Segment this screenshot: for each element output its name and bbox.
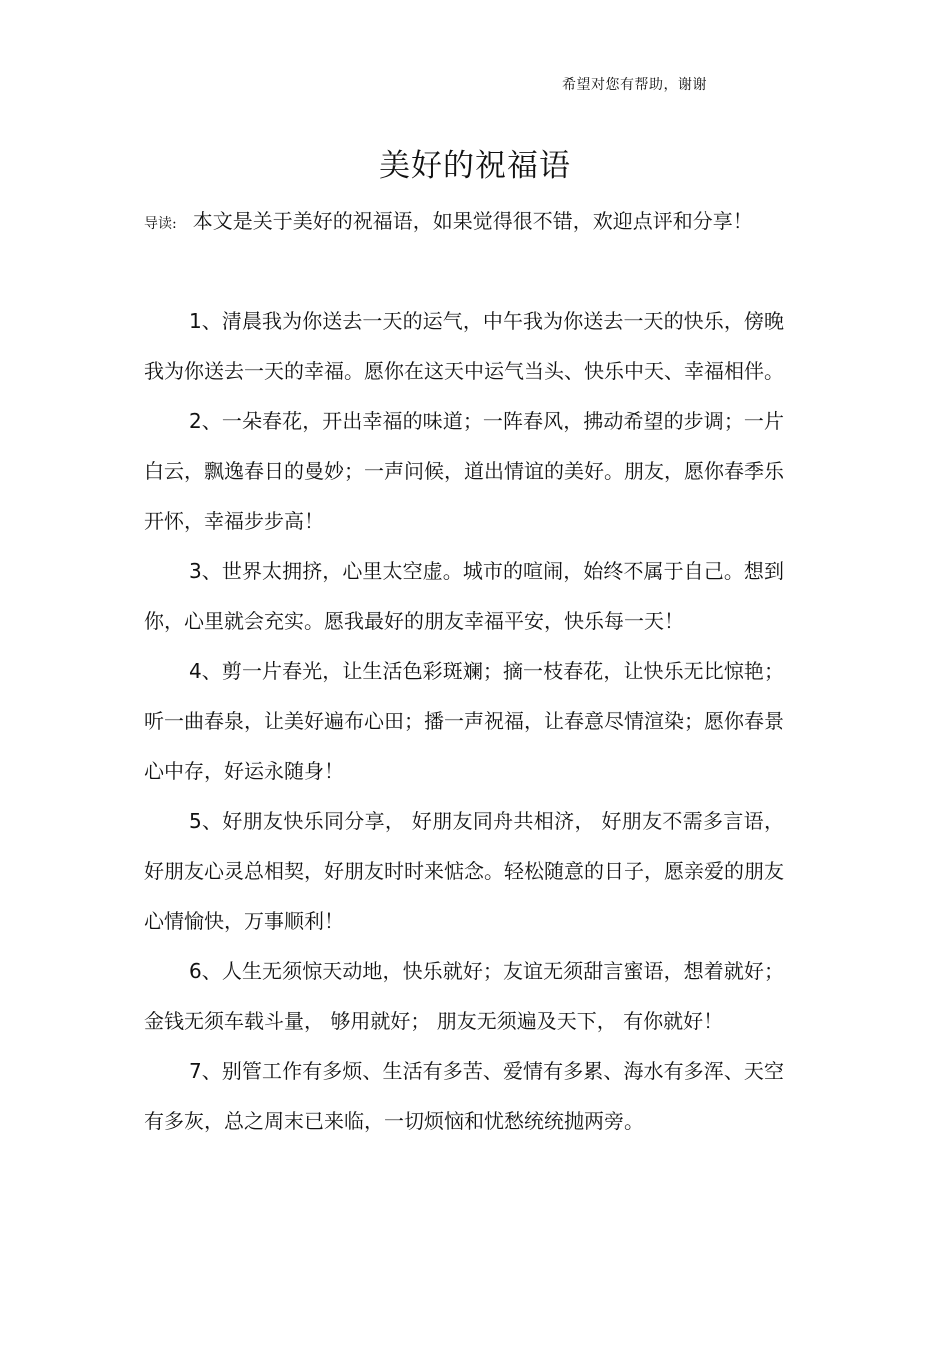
document-title: 美好的祝福语 xyxy=(379,148,571,184)
paragraph-4: 4、剪一片春光，让生活色彩斑斓；摘一枝春花，让快乐无比惊艳；听一曲春泉，让美好遍布心田；播一声祝福，让春意尽情渲染；愿你春景心中存，好运永随身！ xyxy=(144,659,784,783)
document-body xyxy=(144,296,784,1146)
paragraph-3: 3、世界太拥挤，心里太空虚。城市的喧闹，始终不属于自己。想到你，心里就会充实。愿我最好的朋友幸福平安，快乐每一天！ xyxy=(144,559,784,633)
intro-paragraph xyxy=(144,196,784,249)
paragraph-5: 5、好朋友快乐同分享， 好朋友同舟共相济， 好朋友不需多言语，好朋友心灵总相契，好朋友时时来惦念。轻松随意的日子，愿亲爱的朋友心情愉快，万事顺利！ xyxy=(144,809,784,933)
paragraph-2: 2、一朵春花，开出幸福的味道；一阵春风，拂动希望的步调；一片白云，飘逸春日的曼妙；一声问候，道出情谊的美好。朋友，愿你春季乐开怀，幸福步步高！ xyxy=(144,409,784,533)
paragraph-7: 7、别管工作有多烦、生活有多苦、爱情有多累、海水有多浑、天空有多灰，总之周末已来临，一切烦恼和忧愁统统抛两旁。 xyxy=(144,1059,784,1133)
intro-label: 导读: xyxy=(144,216,177,232)
header-note: 希望对您有帮助，谢谢 xyxy=(562,77,707,93)
paragraph-1: 1、清晨我为你送去一天的运气，中午我为你送去一天的快乐，傍晚我为你送去一天的幸福。愿你在这天中运气当头、快乐中天、幸福相伴。 xyxy=(144,309,784,383)
paragraph-6: 6、人生无须惊天动地，快乐就好；友谊无须甜言蜜语，想着就好；金钱无须车载斗量， 够用就好； 朋友无须遍及天下， 有你就好！ xyxy=(144,959,784,1033)
intro-text: 本文是关于美好的祝福语，如果觉得很不错，欢迎点评和分享！ xyxy=(192,209,753,233)
